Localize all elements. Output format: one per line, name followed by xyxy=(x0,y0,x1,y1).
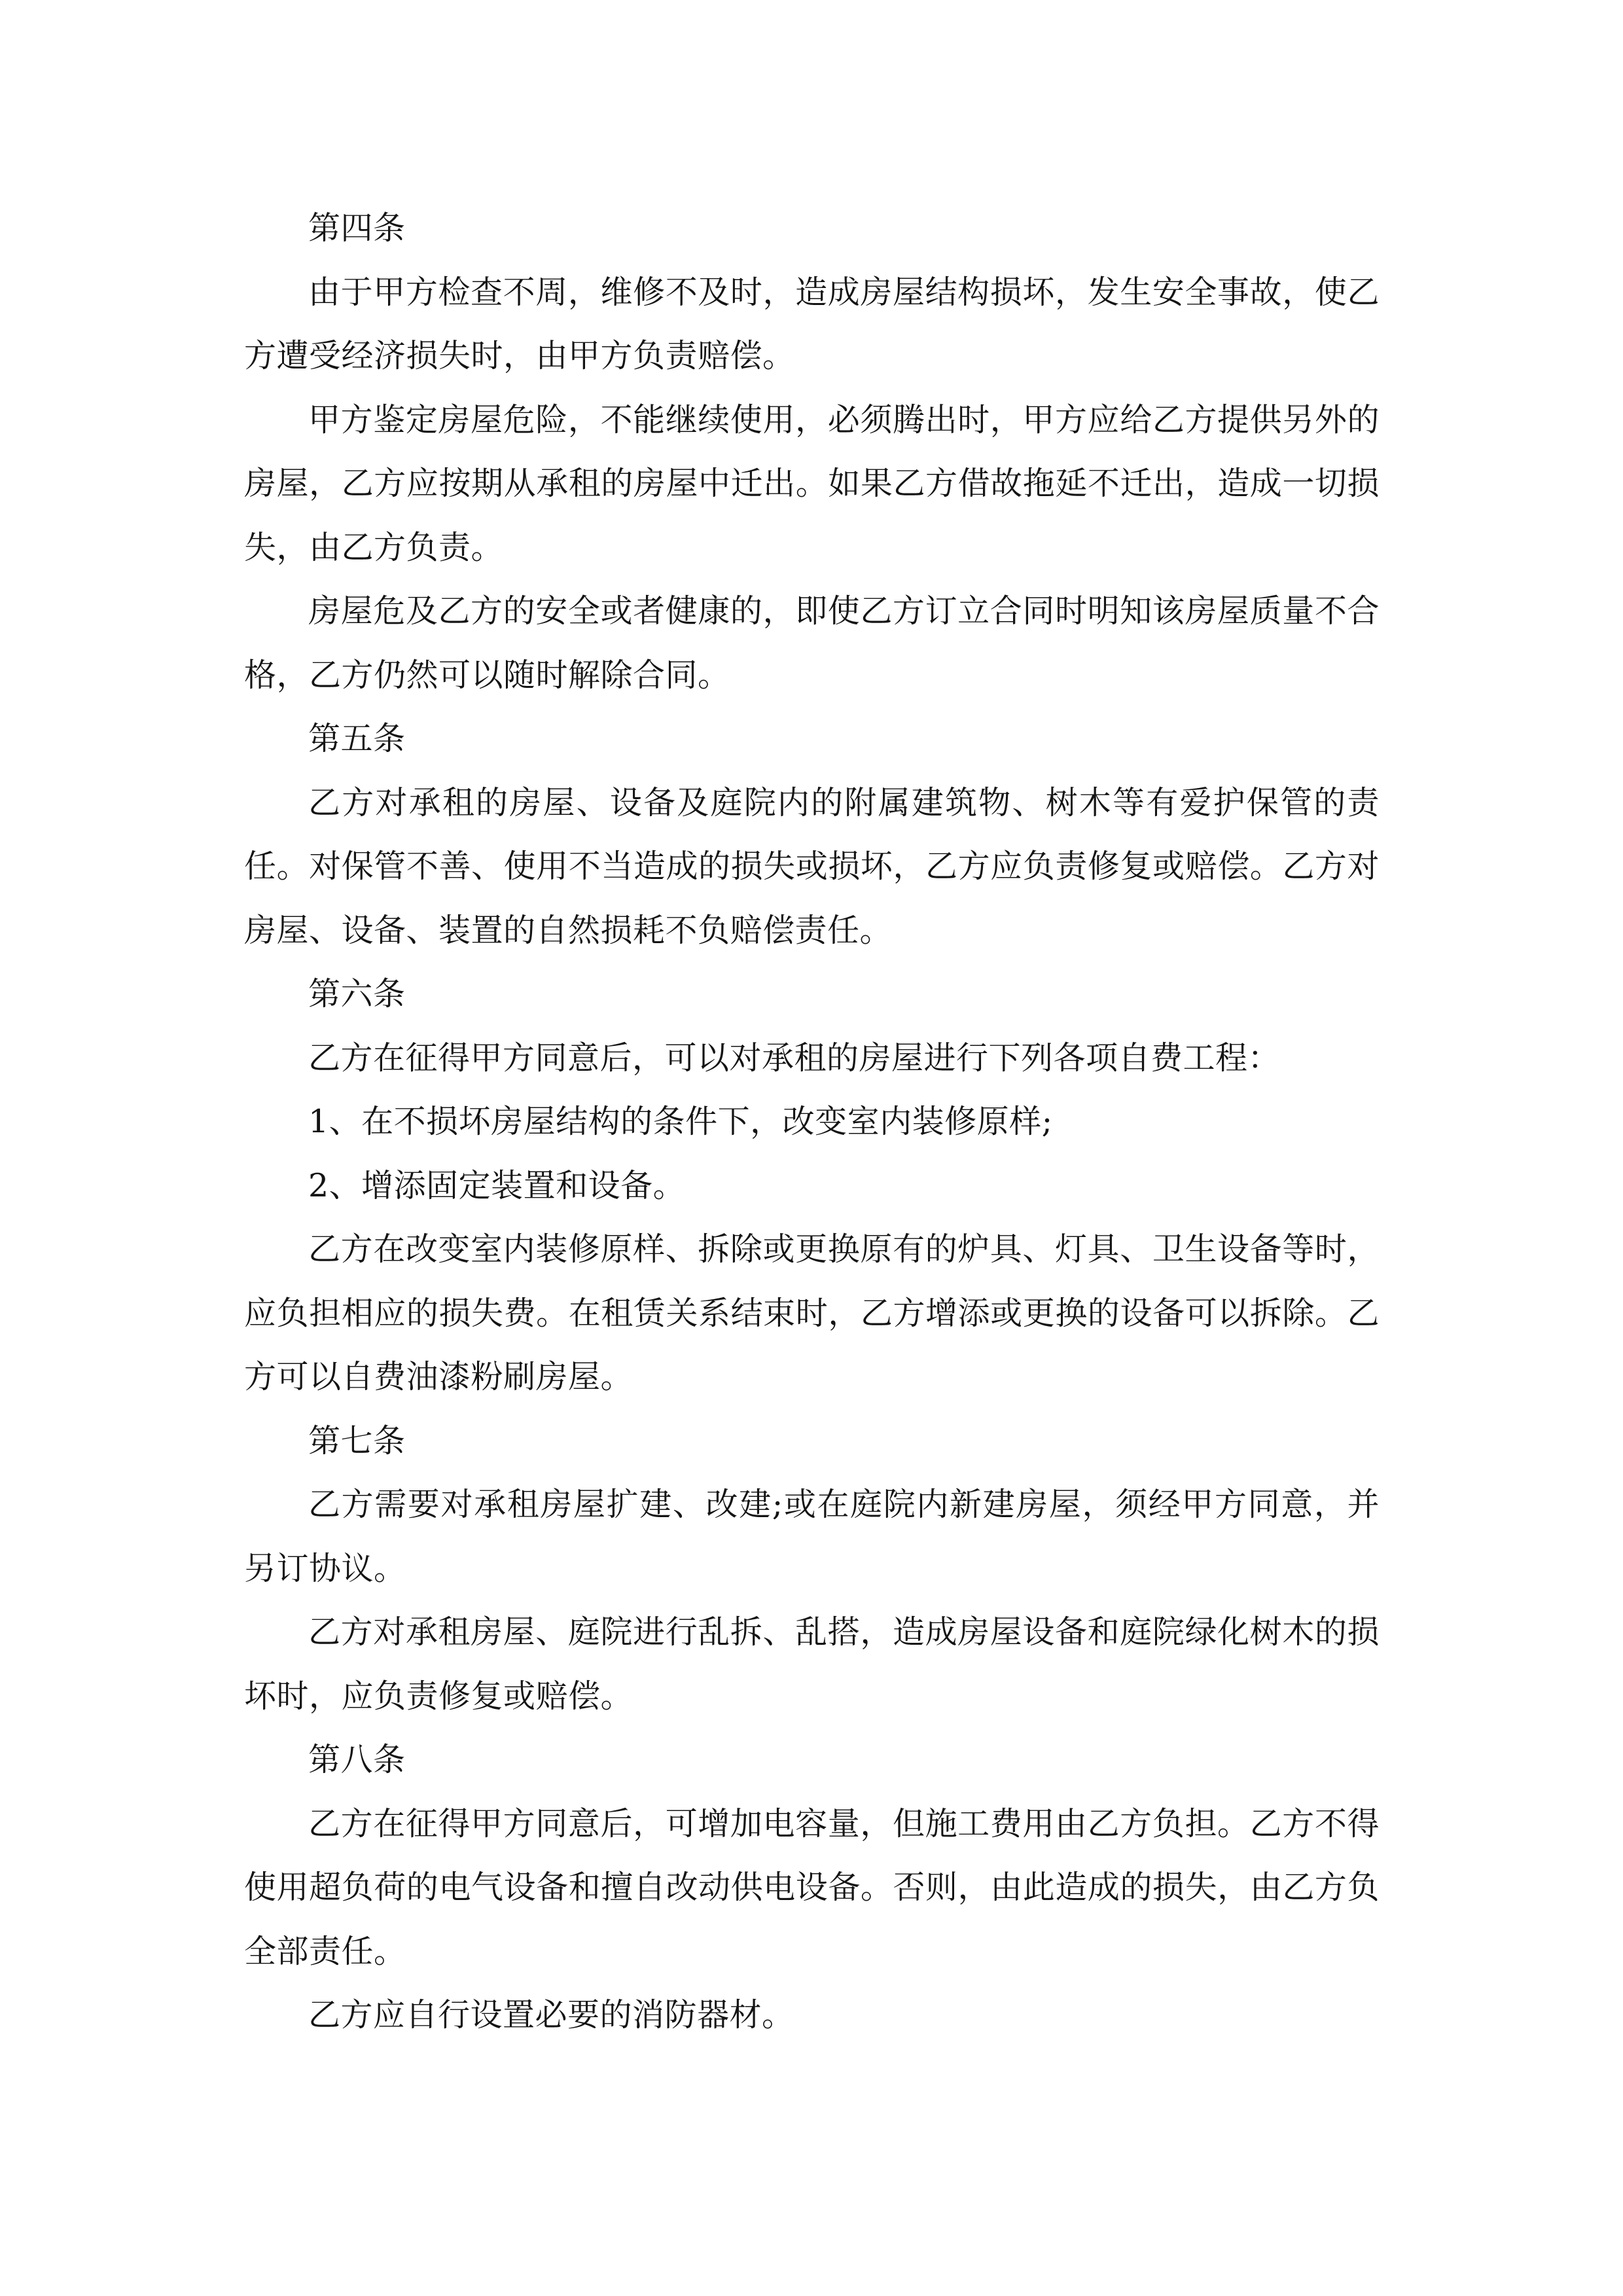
paragraph: 乙方在征得甲方同意后，可以对承租的房屋进行下列各项自费工程： xyxy=(308,1039,1281,1077)
paragraph: 房屋危及乙方的安全或者健康的，即使乙方订立合同时明知该房屋质量不合格，乙方仍然可以随时解除合同。 xyxy=(244,592,1380,694)
paragraph: 乙方应自行设置必要的消防器材。 xyxy=(308,1996,794,2034)
list-item: 2、增添固定装置和设备。 xyxy=(308,1166,686,1204)
article-heading: 第六条 xyxy=(308,975,406,1013)
paragraph: 甲方鉴定房屋危险，不能继续使用，必须腾出时，甲方应给乙方提供另外的房屋，乙方应按期从承租的房屋中迁出。如果乙方借故拖延不迁出，造成一切损失，由乙方负责。 xyxy=(244,401,1380,566)
paragraph: 乙方在征得甲方同意后，可增加电容量，但施工费用由乙方负担。乙方不得使用超负荷的电气设备和擅自改动供电设备。否则，由此造成的损失，由乙方负全部责任。 xyxy=(244,1804,1380,1970)
article-heading: 第五条 xyxy=(308,720,406,757)
list-item: 1、在不损坏房屋结构的条件下，改变室内装修原样; xyxy=(308,1103,1053,1140)
article-heading: 第八条 xyxy=(308,1741,406,1778)
document-body xyxy=(244,196,1380,2047)
article-heading: 第七条 xyxy=(308,1422,406,1460)
paragraph: 由于甲方检查不周，维修不及时，造成房屋结构损坏，发生安全事故，使乙方遭受经济损失时，由甲方负责赔偿。 xyxy=(244,273,1380,374)
paragraph: 乙方需要对承租房屋扩建、改建;或在庭院内新建房屋，须经甲方同意，并另订协议。 xyxy=(244,1486,1380,1587)
article-heading: 第四条 xyxy=(308,209,406,247)
paragraph: 乙方对承租房屋、庭院进行乱拆、乱搭，造成房屋设备和庭院绿化树木的损坏时，应负责修复或赔偿。 xyxy=(244,1613,1380,1715)
paragraph: 乙方在改变室内装修原样、拆除或更换原有的炉具、灯具、卫生设备等时，应负担相应的损失费。在租赁关系结束时，乙方增添或更换的设备可以拆除。乙方可以自费油漆粉刷房屋。 xyxy=(244,1230,1380,1395)
paragraph: 乙方对承租的房屋、设备及庭院内的附属建筑物、树木等有爱护保管的责任。对保管不善、使用不当造成的损失或损坏，乙方应负责修复或赔偿。乙方对房屋、设备、装置的自然损耗不负赔偿责任。 xyxy=(244,783,1380,949)
